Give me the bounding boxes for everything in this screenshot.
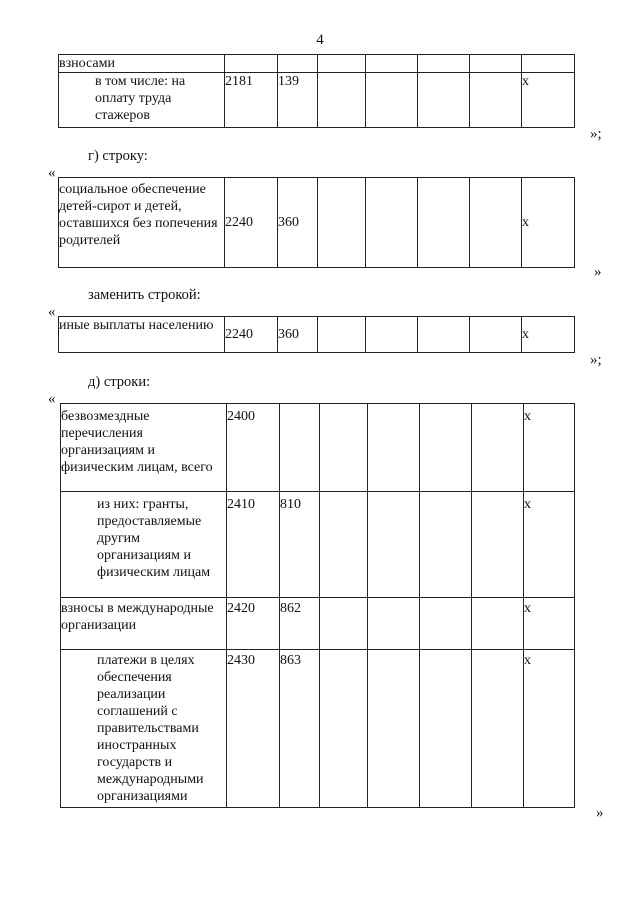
page-number: 4 <box>316 32 324 48</box>
row-x-cell: х <box>522 73 575 128</box>
row-name-cell: взносы в международные организации <box>61 598 227 650</box>
row-name-cell: социальное обеспечение детей-сирот и детей, оставшихся без попечения родителей <box>59 178 225 268</box>
budget-table-1 <box>58 54 575 128</box>
row-x-cell: х <box>524 598 575 650</box>
row-name-cell: безвозмездные перечисления организациям и физическим лицам, всего <box>61 404 227 492</box>
row-name-cell: взносами <box>59 55 225 73</box>
paragraph-g: г) строку: <box>88 148 148 164</box>
row-kosgu-cell: 863 <box>280 650 320 808</box>
row-kosgu-cell: 810 <box>280 492 320 598</box>
row-x-cell: х <box>524 650 575 808</box>
row-code-cell: 2400 <box>227 404 280 492</box>
budget-table-3 <box>58 316 575 353</box>
row-kosgu-cell: 139 <box>278 73 318 128</box>
budget-table-4 <box>60 403 575 808</box>
closing-quote: » <box>596 805 604 821</box>
row-x-cell: х <box>522 317 575 353</box>
row-name-cell: иные выплаты населению <box>59 317 225 353</box>
row-kosgu-cell: 360 <box>278 178 318 268</box>
table-row <box>59 73 575 128</box>
row-x-cell: х <box>522 178 575 268</box>
opening-quote: « <box>48 165 56 181</box>
row-name-cell: из них: гранты, предоставляемые другим организациям и физическим лицам <box>61 492 227 598</box>
closing-quote: » <box>594 264 602 280</box>
row-name-cell: платежи в целях обеспечения реализации соглашений с правительствами иностранных государств и международными организациями <box>61 650 227 808</box>
row-code-cell: 2430 <box>227 650 280 808</box>
table-row <box>61 492 575 598</box>
row-kosgu-cell <box>280 404 320 492</box>
table-row <box>61 404 575 492</box>
closing-quote: »; <box>590 352 602 368</box>
row-code-cell: 2240 <box>225 178 278 268</box>
row-x-cell: х <box>524 492 575 598</box>
opening-quote: « <box>48 304 56 320</box>
closing-quote: »; <box>590 126 602 142</box>
row-code-cell: 2181 <box>225 73 278 128</box>
paragraph-d: д) строки: <box>88 374 151 390</box>
opening-quote: « <box>48 391 56 407</box>
table-row <box>61 650 575 808</box>
paragraph-replace: заменить строкой: <box>88 287 201 303</box>
row-code-cell: 2410 <box>227 492 280 598</box>
table-row <box>59 178 575 268</box>
row-x-cell: х <box>524 404 575 492</box>
row-name-cell: в том числе: на оплату труда стажеров <box>59 73 225 128</box>
table-row <box>59 55 575 73</box>
budget-table-2 <box>58 177 575 268</box>
row-kosgu-cell: 360 <box>278 317 318 353</box>
row-code-cell: 2240 <box>225 317 278 353</box>
table-row <box>61 598 575 650</box>
table-row <box>59 317 575 353</box>
row-code-cell: 2420 <box>227 598 280 650</box>
row-kosgu-cell: 862 <box>280 598 320 650</box>
